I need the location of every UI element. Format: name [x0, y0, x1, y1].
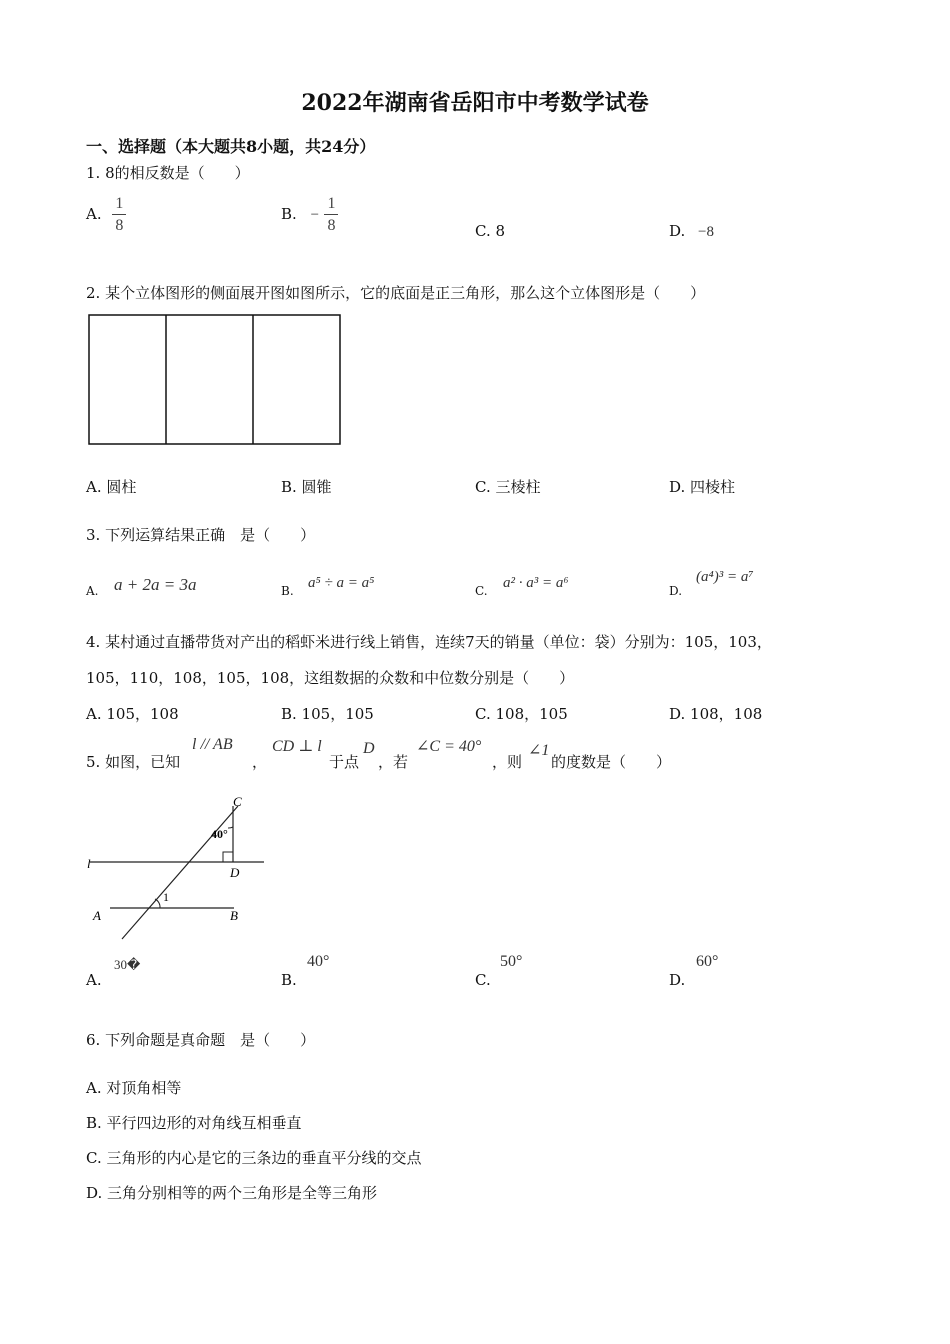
q1-option-a — [86, 196, 126, 234]
q3-b-math: a⁵ ÷ a = a⁵ — [308, 575, 375, 591]
q6-option-c: C. 三角形的内心是它的三条边的垂直平分线的交点 — [86, 1149, 422, 1167]
q1-d-value: −8 — [698, 224, 715, 240]
q4-stem-line1: 4. 某村通过直播带货对产出的稻虾米进行线上销售，连续7天的销量（单位：袋）分别为：105，103， — [86, 633, 772, 651]
q3-c-math: a² · a³ = a⁶ — [503, 575, 569, 591]
q5-d-label: D. — [669, 971, 686, 989]
q5-text-ze: ，则 — [492, 753, 523, 771]
label-l: l — [87, 856, 91, 871]
q1-b-label: B. — [281, 205, 297, 223]
q5-math-parallel: l // AB — [192, 736, 233, 753]
q1-d-label: D. — [669, 222, 686, 240]
q1-option-c: C. 8 — [475, 222, 506, 240]
q4-option-d: D. 108，108 — [669, 705, 763, 723]
q5-text-ruo: ，若 — [378, 753, 409, 771]
q1-b-sign: − — [309, 206, 320, 223]
q4-option-c: C. 108，105 — [475, 705, 568, 723]
q5-comma: ， — [252, 753, 268, 771]
transversal — [122, 806, 238, 939]
q5-c-value: 50° — [500, 953, 523, 970]
q2-net-figure — [88, 314, 342, 446]
q5-math-d: D — [363, 740, 375, 757]
q5-d-value: 60° — [696, 953, 719, 970]
q5-b-label: B. — [281, 971, 297, 989]
q1-a-fraction — [112, 196, 126, 234]
q1-option-b — [281, 196, 338, 234]
q2-option-a: A. 圆柱 — [86, 478, 137, 496]
q1-b-denominator: 8 — [327, 217, 336, 234]
q5-text-rest: 的度数是（ ） — [551, 753, 672, 771]
q1-b-numerator: 1 — [327, 195, 336, 212]
label-a: A — [93, 908, 101, 923]
q3-stem: 3. 下列运算结果正确 是（ ） — [86, 526, 316, 544]
q3-d-label: D. — [669, 584, 683, 598]
q1-a-label: A. — [86, 205, 102, 223]
label-d: D — [230, 865, 240, 880]
q5-prefix: 5. 如图，已知 — [86, 753, 181, 771]
q4-stem-line2: 105，110，108，105，108，这组数据的众数和中位数分别是（ ） — [86, 669, 575, 687]
q5-math-angle-c: ∠C = 40° — [416, 738, 482, 755]
q3-c-label: C. — [475, 584, 488, 598]
label-c: C — [233, 794, 242, 809]
q1-a-denominator: 8 — [115, 217, 124, 234]
q5-a-label: A. — [86, 971, 102, 989]
q1-b-fraction — [324, 196, 338, 234]
q1-a-numerator: 1 — [115, 195, 124, 212]
angle-c-arc — [228, 827, 233, 828]
q4-option-a: A. 105，108 — [86, 705, 179, 723]
q1-stem: 1. 8的相反数是（ ） — [86, 164, 250, 182]
q6-stem: 6. 下列命题是真命题 是（ ） — [86, 1031, 316, 1049]
q1-option-d — [669, 222, 714, 241]
page-title: 2022年湖南省岳阳市中考数学试卷 — [301, 90, 649, 116]
q3-a-label: A. — [86, 584, 99, 598]
q5-math-perp: CD ⊥ l — [272, 738, 322, 755]
q5-text-yudian: 于点 — [329, 753, 360, 771]
q5-figure — [84, 790, 274, 945]
q3-d-math: (a⁴)³ = a⁷ — [696, 569, 754, 585]
q3-a-math: a + 2a = 3a — [114, 575, 197, 594]
q2-option-b: B. 圆锥 — [281, 478, 332, 496]
q6-option-b: B. 平行四边形的对角线互相垂直 — [86, 1114, 302, 1132]
q5-a-value: 30� — [114, 957, 141, 972]
q5-b-value: 40° — [307, 953, 330, 970]
section-heading: 一、选择题（本大题共8小题，共24分） — [86, 137, 376, 156]
q5-c-label: C. — [475, 971, 491, 989]
q6-option-a: A. 对顶角相等 — [86, 1079, 182, 1097]
q4-option-b: B. 105，105 — [281, 705, 374, 723]
q5-math-angle-1: ∠1 — [528, 742, 550, 759]
label-angle-1: 1 — [163, 890, 169, 904]
q3-b-label: B. — [281, 584, 294, 598]
right-angle-mark — [223, 852, 233, 862]
q2-stem: 2. 某个立体图形的侧面展开图如图所示，它的底面是正三角形，那么这个立体图形是（ ） — [86, 284, 706, 302]
net-outline — [89, 315, 340, 444]
q2-option-c: C. 三棱柱 — [475, 478, 541, 496]
label-40-degrees: 40° — [211, 827, 228, 841]
q2-option-d: D. 四棱柱 — [669, 478, 736, 496]
label-b: B — [230, 908, 238, 923]
q6-option-d: D. 三角分别相等的两个三角形是全等三角形 — [86, 1184, 378, 1202]
